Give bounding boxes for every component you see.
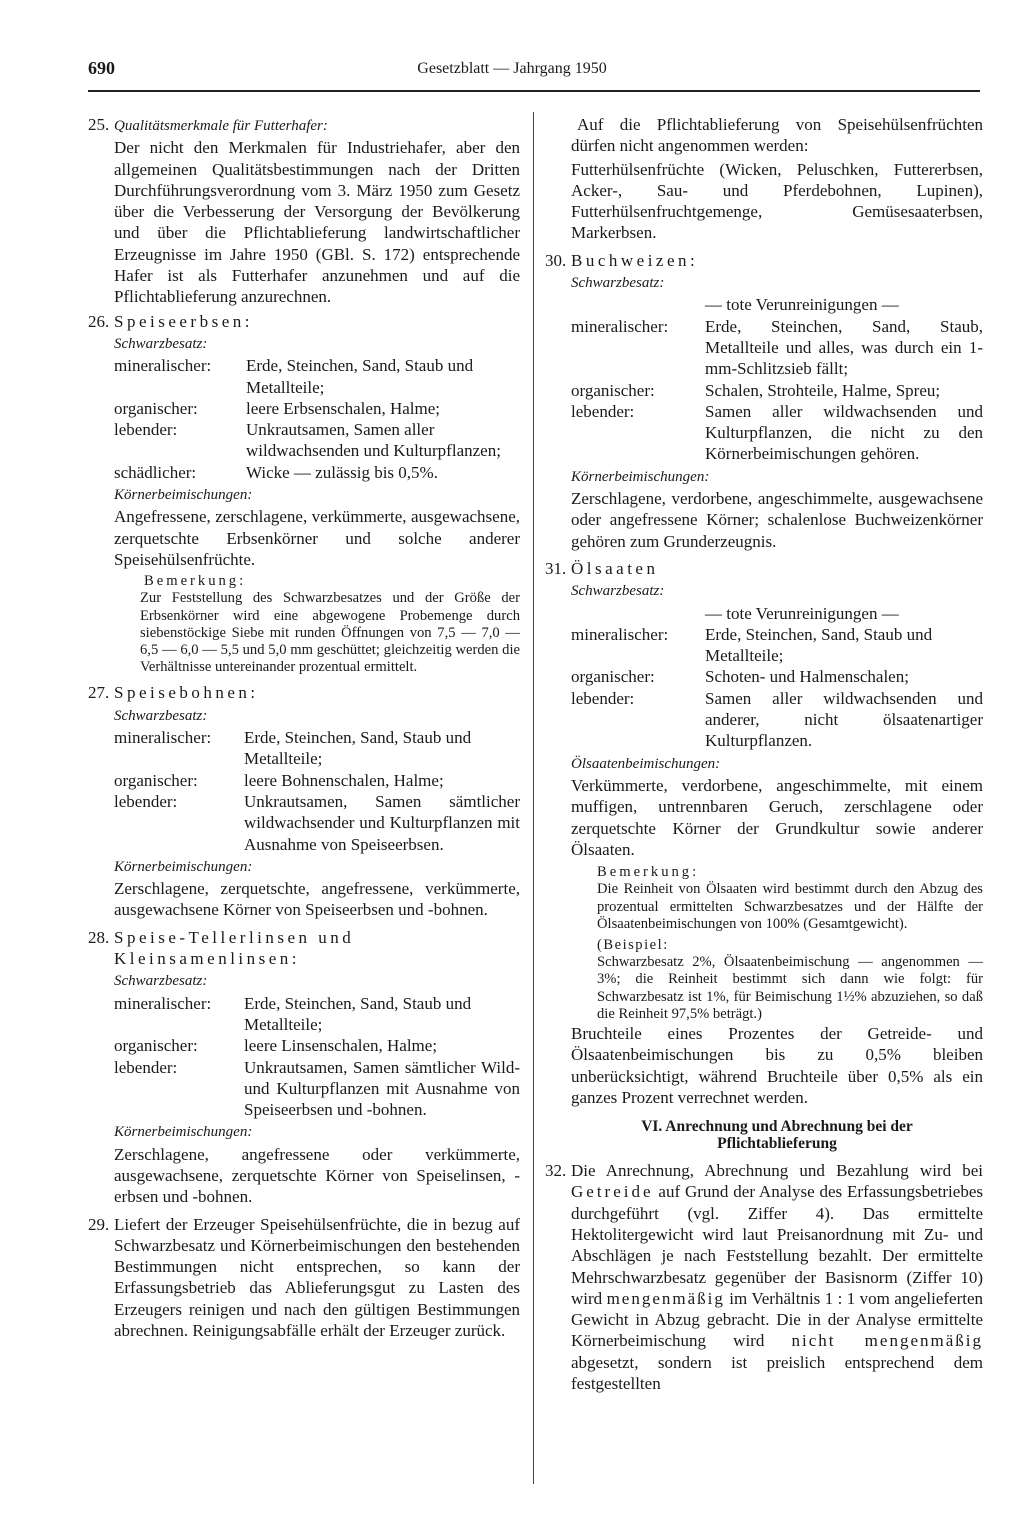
subheading-centered: — tote Verunreinigungen — <box>705 603 899 623</box>
row <box>114 398 520 419</box>
row-value: leere Bohnenschalen, Halme; <box>244 770 444 790</box>
subheading: Körnerbeimischungen: <box>571 468 710 485</box>
section-title: Speisebohnen: <box>114 683 259 703</box>
remark-label: Bemerkung: <box>144 573 247 590</box>
section-number: 31. <box>545 558 567 578</box>
section-27 <box>88 682 520 703</box>
paragraph: Zerschlagene, verdorbene, angeschimmelte, ausgewachsene oder angefressene Körner; schalenlose Buchweizenkörner gehören zum Grunderzeugnis. <box>571 489 983 551</box>
row-label: lebender: <box>571 401 635 421</box>
section-28 <box>88 927 520 970</box>
section-heading-vi <box>571 1118 983 1152</box>
row-label: mineralischer: <box>571 624 669 644</box>
page-number: 690 <box>88 58 115 78</box>
header-rule <box>88 90 980 92</box>
paragraph: Zerschlagene, angefressene oder verkümmerte, ausgewachsene, zerquetschte Körner von Speiselinsen, -erbsen und -bohnen. <box>114 1144 520 1207</box>
section-29 <box>88 1214 520 1342</box>
row-value: Schalen, Strohteile, Halme, Spreu; <box>705 380 941 400</box>
row <box>114 727 520 770</box>
row-value: Samen aller wildwachsenden und Kulturpflanzen, die nicht zu den Körnerbeimischungen gehören. <box>705 401 983 464</box>
row-label: organischer: <box>114 770 198 790</box>
row-value: Wicke — zulässig bis 0,5%. <box>246 462 438 482</box>
row-value: leere Linsenschalen, Halme; <box>244 1036 438 1056</box>
section-32 <box>545 1160 983 1394</box>
subheading: Schwarzbesatz: <box>114 335 208 352</box>
row <box>571 401 983 465</box>
paragraph: Bruchteile eines Prozentes der Getreide- und Ölsaatenbeimischungen bis zu 0,5% bleiben unberücksichtigt, während Bruchteile über 0,5% als ein ganzes Prozent verrechnet werden. <box>571 1023 983 1107</box>
row-label: organischer: <box>114 1036 198 1056</box>
row <box>114 462 520 483</box>
section-25-text: Der nicht den Merkmalen für Industriehafer, aber den allgemeinen Qualitätsbestimmungen nach der Dritten Durchführungsverordnung vom 3. März 1950 zum Gesetz über die Verbesserung der Versorgung der Bevölkerung und über die Pflichtablieferung landwirtschaftlicher Erzeugnisse im Jahre 1950 (GBl. S. 172) entsprechende Hafer ist als Futterhafer anzunehmen und auf die Pflichtablieferung anzurechnen. <box>114 138 520 307</box>
section-title: Speiseerbsen: <box>114 311 253 331</box>
row <box>114 791 520 855</box>
row <box>114 1057 520 1121</box>
row-value: Erde, Steinchen, Sand, Staub, Metallteile und alles, was durch ein 1-mm-Schlitzsieb fällt; <box>705 316 983 379</box>
row-label: organischer: <box>114 398 198 418</box>
section-26 <box>88 311 520 332</box>
subheading: Ölsaatenbeimischungen: <box>571 755 721 772</box>
example-label: (Beispiel: <box>597 936 669 953</box>
text: im Verhältnis 1 : 1 vom angelieferten Gewicht in Abzug gebracht. Die in der Analyse ermittelte Körnerbeimischung wird <box>571 1288 983 1351</box>
row-label: organischer: <box>571 380 655 400</box>
section-number: 26. <box>88 311 110 331</box>
row-value: Schoten- und Halmenschalen; <box>705 667 909 687</box>
row-label: lebender: <box>114 791 178 811</box>
section-title: Ölsaaten <box>571 558 659 578</box>
section-number: 30. <box>545 250 567 270</box>
row-label: lebender: <box>571 688 635 708</box>
text: abgesetzt, sondern ist preislich entsprechend dem festgestellten <box>571 1352 983 1394</box>
text: auf Grund der Analyse des Erfassungsbetriebes durchgeführt (vgl. Ziffer 4). Das ermittelte Hektolitergewicht wird laut Preisanordnung mit Zu- und Abschlägen je nach Feststellung bezahlt. Der ermittelte Mehrschwarzbesatz gegenüber der Basisnorm (Ziffer 10) wird <box>571 1182 983 1308</box>
row-value: Unkrautsamen, Samen aller wildwachsenden und Kulturpflanzen; <box>246 420 501 461</box>
row-label: mineralischer: <box>114 356 212 376</box>
row-value: Erde, Steinchen, Sand, Staub und Metallteile; <box>244 993 472 1034</box>
section-31 <box>545 558 983 579</box>
emphasis: nicht mengenmäßig <box>791 1331 983 1351</box>
subheading: Schwarzbesatz: <box>571 583 665 600</box>
paragraph <box>571 1160 983 1394</box>
paragraph: Liefert der Erzeuger Speisehülsenfrüchte, die in bezug auf Schwarzbesatz und Körnerbeimischungen den bestehenden Bestimmungen nicht entsprechen, so kann der Erfassungsbetrieb das Ablieferungsgut zu Lasten des Erzeugers reinigen und nach den gültigen Bestimmungen abrechnen. Reinigungsabfälle erhält der Erzeuger zurück. <box>114 1214 520 1341</box>
row <box>114 770 520 791</box>
remark-text: Zur Feststellung des Schwarzbesatzes und der Größe der Erbsenkörner wird eine abgewogene Probemenge durch siebenstöckige Siebe mit runden Öffnungen von 7,5 — 7,0 — 6,5 — 6,0 — 5,5 und 5,0 mm geschüttet; gleichzeitig werden die Verhältnisse untereinander prozentual ermittelt. <box>140 590 520 676</box>
section-number: 25. <box>88 115 110 134</box>
row-value: leere Erbsenschalen, Halme; <box>246 398 440 418</box>
subheading-centered: — tote Verunreinigungen — <box>705 295 899 315</box>
row-value: Erde, Steinchen, Sand, Staub und Metallteile; <box>244 728 472 769</box>
subheading: Schwarzbesatz: <box>114 973 208 990</box>
row-label: mineralischer: <box>114 728 212 748</box>
paragraph: Futterhülsenfrüchte (Wicken, Peluschken, Futtererbsen, Acker-, Sau- und Pferdebohnen, Lupinen), Futterhülsenfruchtgemenge, Gemüsesaaterbsen, Markerbsen. <box>571 159 983 243</box>
section-number: 32. <box>545 1161 567 1181</box>
section-title: Buchweizen: <box>571 250 699 270</box>
section-heading: Qualitätsmerkmale für Futterhafer: <box>114 118 328 134</box>
heading-line: Pflichtablieferung <box>717 1135 837 1153</box>
row-label: mineralischer: <box>571 316 669 336</box>
paragraph: Angefressene, zerschlagene, verkümmerte, ausgewachsene, zerquetschte Erbsenkörner und solche anderer Speisehülsenfrüchte. <box>114 507 520 569</box>
right-column <box>545 114 983 1394</box>
subheading: Schwarzbesatz: <box>114 707 208 724</box>
subheading: Körnerbeimischungen: <box>114 487 253 504</box>
example-text: Schwarzbesatz 2%, Ölsaatenbeimischung — angenommen — 3%; die Reinheit bestimmt sich dann wie folgt: für Schwarzbesatz ist 1%, für Beimischung 1½% abzuziehen, so daß die Reinheit 97,5% beträgt.) <box>597 954 983 1022</box>
row-label: lebender: <box>114 420 178 440</box>
row-value: Erde, Steinchen, Sand, Staub und Metallteile; <box>705 624 933 666</box>
row <box>571 666 983 687</box>
remark-text: Die Reinheit von Ölsaaten wird bestimmt durch den Abzug des prozentual ermittelten Schwarzbesatzes und der Hälfte der Ölsaatenbeimischungen von 100% (Gesamtgewicht). <box>597 881 983 932</box>
text: Die Anrechnung, Abrechnung und Bezahlung wird bei <box>571 1161 983 1181</box>
section-30 <box>545 250 983 271</box>
paragraph: Verkümmerte, verdorbene, angeschimmelte, mit einem muffigen, untrennbaren Geruch, zerschlagene oder zerquetschte Körner der Grundkultur sowie anderer Ölsaaten. <box>571 775 983 859</box>
left-column <box>88 114 520 1341</box>
row <box>571 688 983 752</box>
subheading: Körnerbeimischungen: <box>114 1124 253 1141</box>
paragraph: Auf die Pflichtablieferung von Speisehülsenfrüchten dürfen nicht angenommen werden: <box>571 115 983 156</box>
section-25 <box>88 114 520 137</box>
section-title: Speise-Tellerlinsen und Kleinsamenlinsen: <box>114 927 355 969</box>
subheading: Körnerbeimischungen: <box>114 858 253 875</box>
row <box>114 419 520 462</box>
row-value: Unkrautsamen, Samen sämtlicher Wild- und Kulturpflanzen mit Ausnahme von Speiseerbsen und -bohnen. <box>244 1057 520 1120</box>
row <box>114 993 520 1036</box>
row-value: Unkrautsamen, Samen sämtlicher wildwachsender und Kulturpflanzen mit Ausnahme von Speiseerbsen. <box>244 791 520 854</box>
section-number: 28. <box>88 927 110 947</box>
row-value: Erde, Steinchen, Sand, Staub und Metallteile; <box>246 356 474 397</box>
row <box>571 380 983 401</box>
row-value: Samen aller wildwachsenden und anderer, nicht ölsaatenartiger Kulturpflanzen. <box>705 688 983 751</box>
remark-label: Bemerkung: <box>597 864 700 881</box>
column-divider <box>533 112 534 1484</box>
page-title: Gesetzblatt — Jahrgang 1950 <box>417 60 607 77</box>
row-label: lebender: <box>114 1057 178 1077</box>
subheading: Schwarzbesatz: <box>571 275 665 292</box>
row <box>114 355 520 398</box>
row-label: mineralischer: <box>114 993 212 1013</box>
emphasis: Getreide <box>571 1182 654 1202</box>
section-number: 29. <box>88 1214 110 1234</box>
section-number: 27. <box>88 683 110 703</box>
paragraph: Zerschlagene, zerquetschte, angefressene, verkümmerte, ausgewachsene Körner von Speiseerbsen und -bohnen. <box>114 879 520 920</box>
row-label: organischer: <box>571 667 655 687</box>
row <box>571 316 983 380</box>
emphasis: mengenmäßig <box>606 1288 725 1308</box>
row <box>571 624 983 667</box>
heading-line: VI. Anrechnung und Abrechnung bei der <box>641 1118 913 1136</box>
row <box>114 1035 520 1056</box>
row-label: schädlicher: <box>114 462 197 482</box>
